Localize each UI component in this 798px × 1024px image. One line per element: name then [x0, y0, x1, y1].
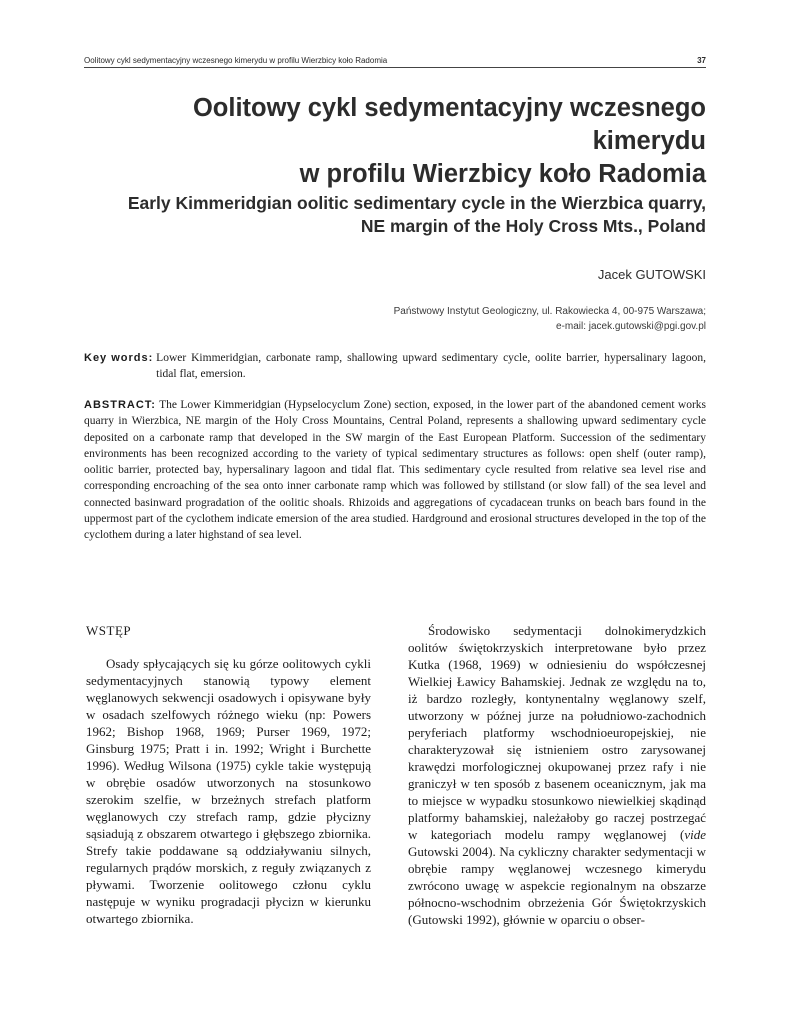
abstract [84, 397, 706, 544]
intro-paragraph-right [408, 622, 706, 928]
affiliation-email: e-mail: jacek.gutowski@pgi.gov.pl [555, 321, 706, 332]
running-head [84, 56, 706, 68]
keywords [84, 350, 706, 382]
column-right [408, 622, 706, 928]
page-number: 37 [697, 56, 706, 65]
title-polish-line-2: w profilu Wierzbicy koło Radomia [299, 160, 706, 188]
author: Jacek GUTOWSKI [597, 267, 706, 282]
running-title: Oolitowy cykl sedymentacyjny wczesnego kimerydu w profilu Wierzbicy koło Radomia [84, 56, 388, 65]
title-polish-line-1: Oolitowy cykl sedymentacyjny wczesnego kimerydu [192, 94, 706, 155]
abstract-text: The Lower Kimmeridgian (Hypselocyclum Zone) section, exposed, in the lower part of the abandoned cement works quarry in Wierzbica, NE margin of the Holy Cross Mountains, Central Poland, represents a shallowing upward sedimentary cycle deposited on a carbonate ramp that developed in the SW margin of the East European Platform. Succession of the sedimentary environments has been recognized according to the variety of typical sedimentary structures as follows: open shelf (outer ramp), oolitic barrier, protected bay, hypersalinary lagoon and tidal flat. This sedimentary cycle resulted from relative sea level rise and corresponding encroaching of the sea onto inner carbonate ramp which was followed by stillstand (or slow fall) of the sea level and connected basinward progradation of the oolitic shoals. Rhizoids and aggregations of cycadacean trunks on beach bars found in the uppermost part of the cyclothem indicate emersion of the area studied. Hardground and erosional structures developed in the top of the cyclothem during a later highstand of sea level. [84, 399, 706, 542]
affiliation [84, 304, 706, 334]
intro-paragraph-left: Osady spłycających się ku górze oolitowych cykli sedymentacyjnych stanowią typowy element węglanowych sekwencji osadowych i opisywane były w osadach szelfowych różnego wieku (np: Powers 1962; Bishop 1968, 1969; Purser 1969, 1972; Ginsburg 1975; Pratt i in. 1992; Wright i Burchette 1996). Według Wilsona (1975) cykle takie występują w obrębie osadów utworzonych na stosunkowo szerokim szelfie, w brzeżnych strefach platform węglanowych czy strefach ramp, gdzie płycizny sąsiadują z obszarem otwartego i głębszego zbiornika. Strefy takie poddawane są oddziaływaniu silnych, regularnych prądów morskich, z reguły związanych z pływami. Tworzenie oolitowego członu cyklu następuje w wyniku progradacji płycizn w kierunku otwartego zbiornika. [86, 656, 371, 926]
title-english [84, 192, 706, 238]
keywords-text: Lower Kimmeridgian, carbonate ramp, shallowing upward sedimentary cycle, oolite barrier, hypersalinary lagoon, tidal flat, emersion. [156, 352, 706, 380]
right-para-part-1: Środowisko sedymentacji dolnokimerydzkich oolitów świętokrzyskich interpretowane było przez Kutka (1968, 1969) w odniesieniu do współczesnej Wielkiej Ławicy Bahamskiej. Jednak ze względu na to, iż bardzo rozległy, kontynentalny węglanowy szelf, utworzony w późnej jurze na południowo-zachodnich peryferiach platformy wschodnioeuropejskiej, nie charakteryzował się istnieniem ostro zarysowanej krawędzi morfologicznej okupowanej przez rafy i nie graniczył w ten sposób z basenem oceanicznym, jak ma to miejsce w wypadku stosunkowo niewielkiej skądinąd platformy bahamskiej, należałoby go raczej postrzegać w kategoriach modelu rampy węglanowej ( [408, 623, 706, 842]
column-left [86, 622, 371, 927]
keywords-label: Key words: [84, 352, 154, 364]
affiliation-address: Państwowy Instytut Geologiczny, ul. Rakowiecka 4, 00-975 Warszawa; [393, 306, 706, 317]
section-heading: WSTĘP [86, 623, 132, 638]
title-english-line-2: NE margin of the Holy Cross Mts., Poland [360, 216, 706, 236]
right-para-part-2: Gutowski 2004). Na cykliczny charakter sedymentacji w obrębie rampy węglanowej wczesnego kimerydu zwrócono uwagę w aspekcie regionalnym na obszarze północno-wschodnim obrzeżenia Gór Świętokrzyskich (Gutowski 1992), głównie w oparciu o obser- [408, 844, 706, 927]
title-polish [84, 92, 706, 191]
title-english-line-1: Early Kimmeridgian oolitic sedimentary cycle in the Wierzbica quarry, [127, 193, 706, 213]
abstract-label: ABSTRACT: [84, 399, 156, 411]
right-para-vide: vide [684, 827, 706, 842]
